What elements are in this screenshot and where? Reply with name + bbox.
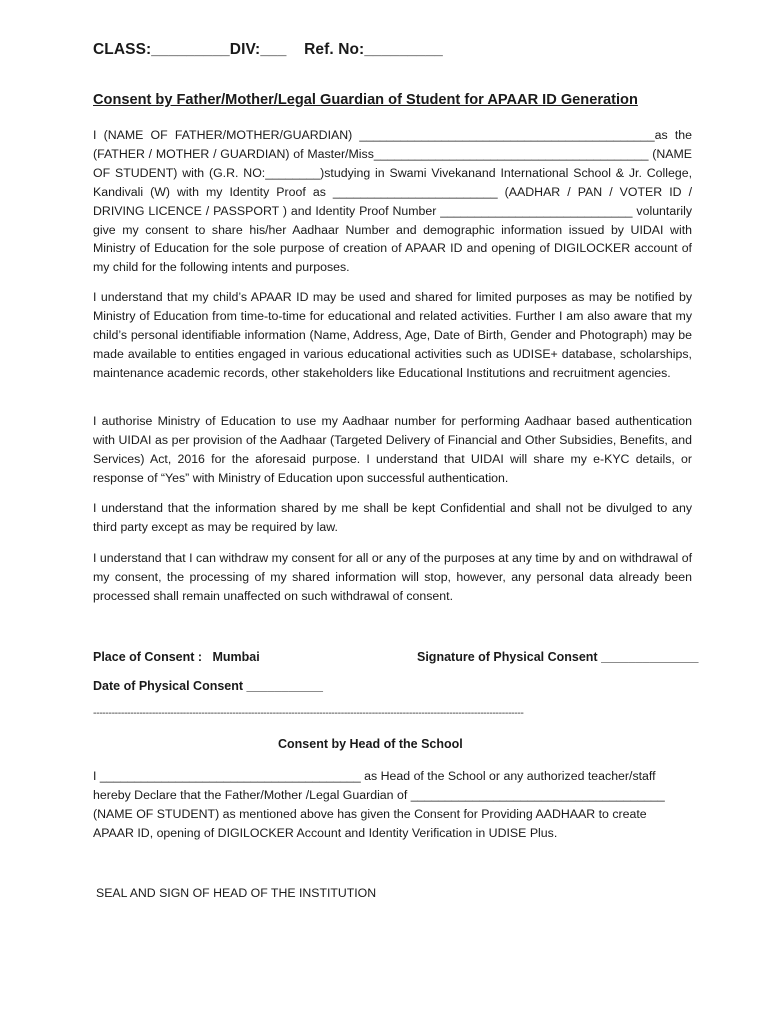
class-div-ref-header: CLASS:_________DIV:___ Ref. No:_________ xyxy=(93,41,443,58)
place-of-consent: Place of Consent : Mumbai xyxy=(93,650,260,664)
consent-paragraph-2: I understand that my child’s APAAR ID may be used and shared for limited purposes as may be notified by Ministry of Education from time-to-time for educational and related activities. Further I am also aware that my child’s personal identifiable information (Name, Address, Age, Date of Birth, Gender and Photograph) may be made available to entities engaged in various educational activities such as UDISE+ database, scholarships, maintenance academic records, other stakeholders like Educational Institutions and recruitment agencies. xyxy=(93,290,692,380)
signature-of-physical-consent: Signature of Physical Consent ______________ xyxy=(417,650,699,664)
consent-paragraph-4: I understand that the information shared by me shall be kept Confidential and shall not be divulged to any third party except as may be required by law. xyxy=(93,501,692,534)
consent-paragraph-1: I (NAME OF FATHER/MOTHER/GUARDIAN) ___________________________________________as the (FATHER / MOTHER / GUARDIAN) of Master/Miss________________________________________ (NAME OF STUDENT) with (G.R. NO:________)studying in Swami Vivekanand International School & Jr. College, Kandivali (W) with my Identity Proof as ________________________ (AADHAR / PAN / VOTER ID / DRIVING LICENCE / PASSPORT ) and Identity Proof Number ____________________________ voluntarily give my consent to share his/her Aadhaar Number and demographic information issued by UIDAI with Ministry of Education for the sole purpose of creation of APAAR ID and opening of DIGILOCKER account of my child for the following intents and purposes. xyxy=(93,128,692,275)
consent-paragraph-5: I understand that I can withdraw my consent for all or any of the purposes at any time by and on withdrawal of my consent, the processing of my shared information will stop, however, any personal data already been processed shall remain unaffected on such withdrawal of consent. xyxy=(93,551,692,603)
head-consent-title: Consent by Head of the School xyxy=(278,737,463,751)
date-of-physical-consent: Date of Physical Consent ___________ xyxy=(93,679,323,693)
document-title: Consent by Father/Mother/Legal Guardian of Student for APAAR ID Generation xyxy=(93,92,638,108)
head-declaration-paragraph: I ______________________________________ as Head of the School or any authorized teacher/staff hereby Declare that the Father/Mother /Legal Guardian of _____________________________________ (NAME OF STUDENT) as mentioned above has given the Consent for Providing AADHAAR to create APAAR ID, opening of DIGILOCKER Account and Identity Verification in UDISE Plus. xyxy=(93,769,665,840)
section-divider: ------------------------------------------------------------------------------------------------------------------------------------------- xyxy=(93,707,524,719)
consent-paragraph-3: I authorise Ministry of Education to use my Aadhaar number for performing Aadhaar based authentication with UIDAI as per provision of the Aadhaar (Targeted Delivery of Financial and Other Subsidies, Benefits, and Services) Act, 2016 for the aforesaid purpose. I understand that UIDAI will share my e-KYC details, or response of “Yes” with Ministry of Education upon successful authentication. xyxy=(93,414,692,485)
seal-and-sign-label: SEAL AND SIGN OF HEAD OF THE INSTITUTION xyxy=(96,886,377,900)
